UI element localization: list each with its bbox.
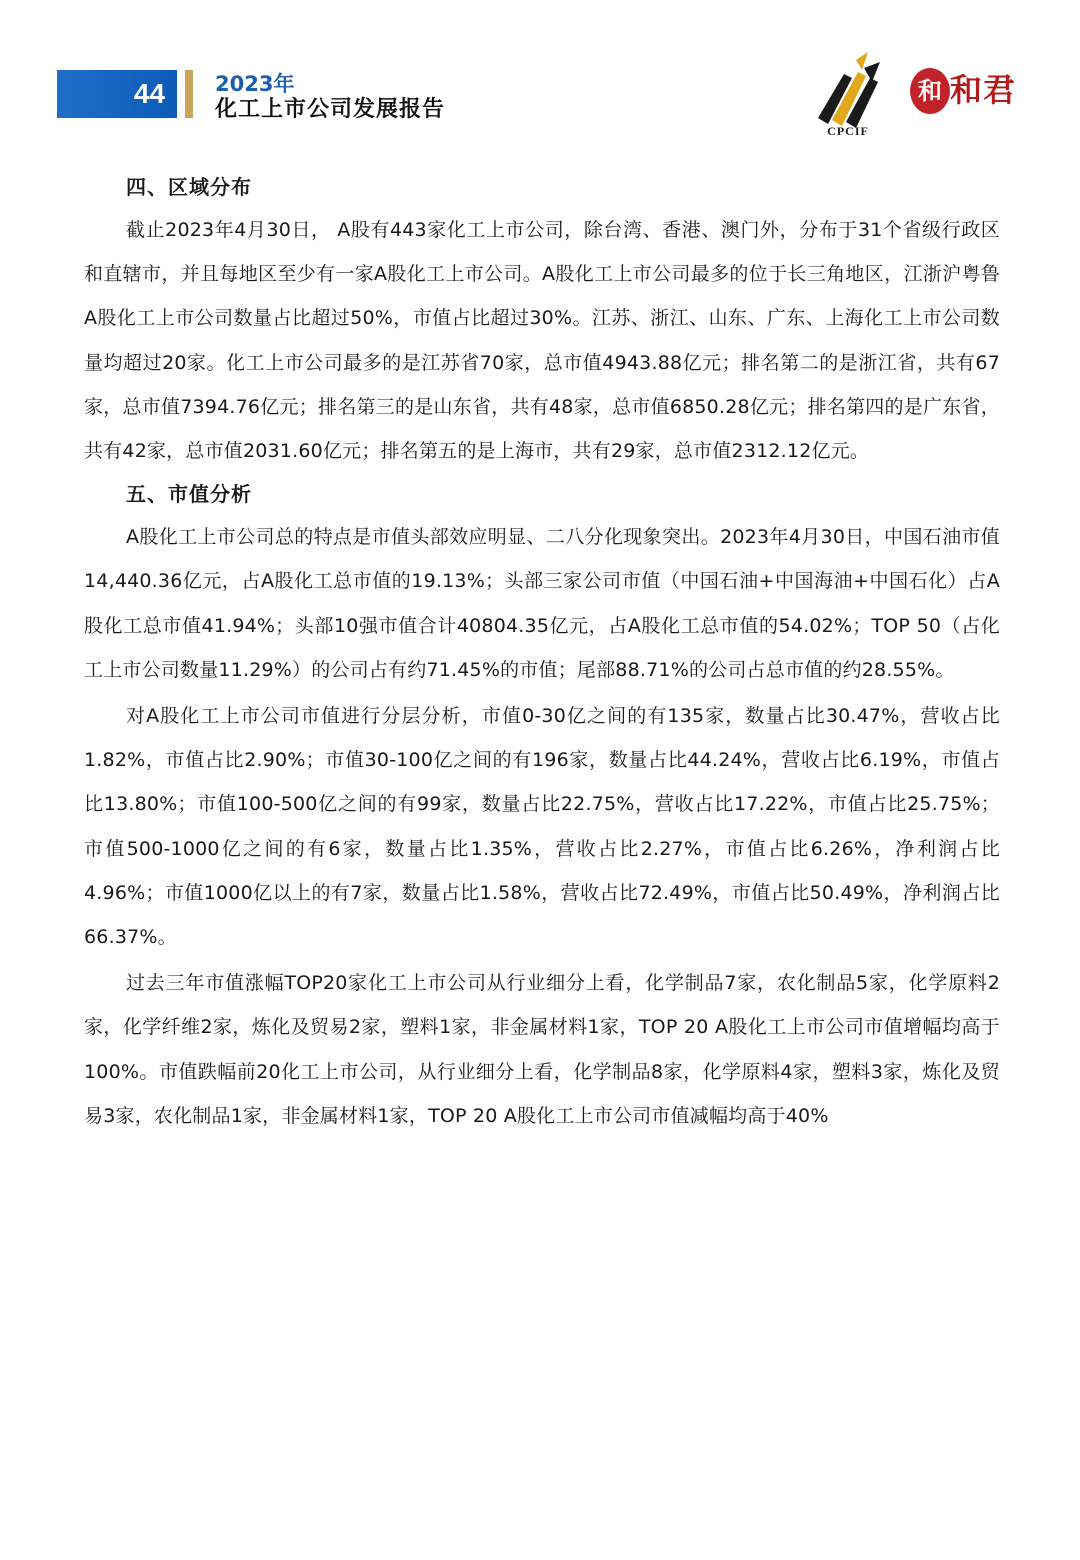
- section-heading-regional: 四、区域分布: [126, 175, 252, 199]
- paragraph: A股化工上市公司总的特点是市值头部效应明显、二八分化现象突出。2023年4月30日，中国石油市值14,440.36亿元，占A股化工总市值的19.13%；头部三家公司市值（中国石油+中国海油+中国石化）占A股化工总市值41.94%；头部10强市值合计40804.35亿元，占A股化工总市值的54.02%；TOP 50（占化工上市公司数量11.29%）的公司占有约71.45%的市值；尾部88.71%的公司占总市值的约28.55%。: [84, 526, 1000, 681]
- page-header: [0, 0, 1080, 150]
- cpcif-logo-text: CPCIF: [827, 124, 869, 138]
- report-title: 化工上市公司发展报告: [215, 97, 446, 122]
- paragraph: 过去三年市值涨幅TOP20家化工上市公司从行业细分上看，化学制品7家，农化制品5家，化学原料2家，化学纤维2家，炼化及贸易2家，塑料1家，非金属材料1家，TOP 20 A股化工上市公司市值增幅均高于100%。市值跌幅前20化工上市公司，从行业细分上看，化学制品8家，化学原料4家，塑料3家，炼化及贸易3家，农化制品1家，非金属材料1家，TOP 20 A股化工上市公司市值减幅均高于40%: [84, 972, 1000, 1127]
- document-body: [84, 166, 1000, 1138]
- paragraph: 截止2023年4月30日， A股有443家化工上市公司，除台湾、香港、澳门外，分布于31个省级行政区和直辖市，并且每地区至少有一家A股化工上市公司。A股化工上市公司最多的位于长三角地区，江浙沪粤鲁A股化工上市公司数量占比超过50%，市值占比超过30%。江苏、浙江、山东、广东、上海化工上市公司数量均超过20家。化工上市公司最多的是江苏省70家，总市值4943.88亿元；排名第二的是浙江省，共有67家，总市值7394.76亿元；排名第三的是山东省，共有48家，总市值6850.28亿元；排名第四的是广东省，共有42家，总市值2031.60亿元；排名第五的是上海市，共有29家，总市值2312.12亿元。: [84, 219, 1000, 463]
- section-heading-market-value: 五、市值分析: [126, 482, 252, 507]
- hejun-seal-char: 和: [918, 77, 942, 105]
- hejun-seal-icon: [908, 66, 952, 116]
- paragraph: 对A股化工上市公司市值进行分层分析，市值0-30亿之间的有135家，数量占比30.47%，营收占比1.82%，市值占比2.90%；市值30-100亿之间的有196家，数量占比44.24%，营收占比6.19%，市值占比13.80%；市值100-500亿之间的有99家，数量占比22.75%，营收占比17.22%，市值占比25.75%；市值500-1000亿之间的有6家，数量占比1.35%，营收占比2.27%，市值占比6.26%，净利润占比4.96%；市值1000亿以上的有7家，数量占比1.58%，营收占比72.49%，市值占比50.49%，净利润占比66.37%。: [84, 705, 1000, 949]
- report-year: 2023年: [215, 72, 295, 96]
- header-divider: [185, 70, 193, 118]
- page-number: 44: [133, 78, 165, 109]
- hejun-logo-text: 和君: [950, 71, 1017, 109]
